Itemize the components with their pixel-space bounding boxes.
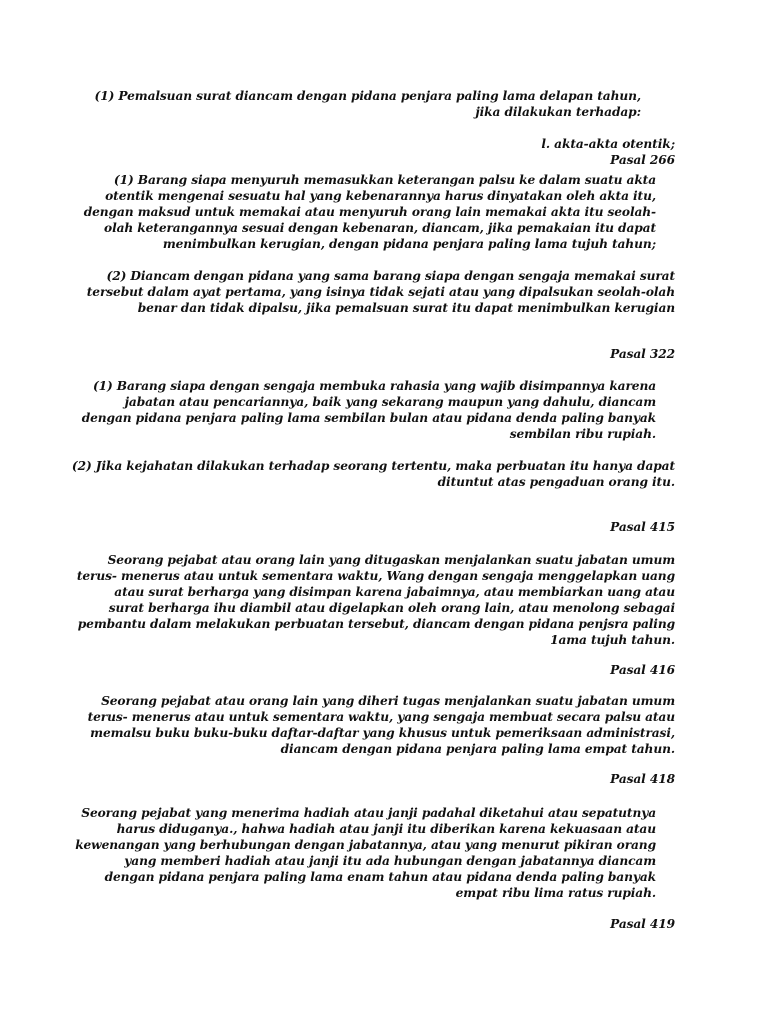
text-line: dengan pidana penjara paling lama enam tahun atau pidana denda paling banyak	[104, 870, 656, 884]
pasal-415-body	[77, 552, 675, 648]
text-line: benar dan tidak dipalsu, jika pemalsuan surat itu dapat menimbulkan kerugian	[137, 301, 675, 315]
text-line: dituntut atas pengaduan orang itu.	[437, 475, 675, 489]
text-line: jika dilakukan terhadap:	[475, 105, 641, 119]
intro-paragraph	[95, 88, 641, 120]
text-line: tersebut dalam ayat pertama, yang isinya tidak sejati atau yang dipalsukan seolah-olah	[86, 285, 675, 299]
text-line: dengan maksud untuk memakai atau menyuruh orang lain memakai akta itu seolah-	[83, 205, 656, 219]
pasal-418-heading: Pasal 418	[610, 772, 675, 786]
text-line: dengan pidana penjara paling lama sembilan bulan atau pidana denda paling banyak	[81, 411, 656, 425]
pasal-418-body	[75, 805, 656, 901]
text-line: olah keterangannya sesuai dengan kebenaran, diancam, jika pemakaian itu dapat	[104, 221, 656, 235]
text-line: empat ribu lima ratus rupiah.	[455, 886, 656, 900]
text-line: sembilan ribu rupiah.	[509, 427, 656, 441]
text-line: surat berharga ihu diambil atau digelapkan oleh orang lain, atau menolong sebagai	[108, 601, 675, 615]
pasal-322-heading: Pasal 322	[610, 347, 675, 361]
pasal-322-ayat-2	[72, 458, 675, 490]
intro-item: l. akta-akta otentik;	[541, 137, 675, 151]
text-line: menimbulkan kerugian, dengan pidana penjara paling lama tujuh tahun;	[162, 237, 656, 251]
text-line: (1) Pemalsuan surat diancam dengan pidana penjara paling lama delapan tahun,	[94, 89, 641, 103]
text-line: atau surat berharga yang disimpan karena jabaimnya, atau membiarkan uang atau	[114, 585, 675, 599]
pasal-416-body	[88, 693, 675, 757]
pasal-419-heading: Pasal 419	[610, 917, 675, 931]
text-line: terus- menerus atau untuk sementara waktu, Wang dengan sengaja menggelapkan uang	[76, 569, 675, 583]
text-line: (1) Barang siapa menyuruh memasukkan keterangan palsu ke dalam suatu akta	[113, 173, 656, 187]
text-line: yang memberi hadiah atau janji itu ada hubungan dengan jabatannya diancam	[124, 854, 656, 868]
pasal-266-heading: Pasal 266	[610, 153, 675, 167]
text-line: pembantu dalam melakukan perbuatan tersebut, diancam dengan pidana penjsra paling	[77, 617, 675, 631]
pasal-415-heading: Pasal 415	[610, 520, 675, 534]
text-line: (2) Diancam dengan pidana yang sama barang siapa dengan sengaja memakai surat	[106, 269, 675, 283]
text-line: memalsu buku buku-buku daftar-daftar yang khusus untuk pemeriksaan administrasi,	[90, 726, 675, 740]
text-line: 1ama tujuh tahun.	[550, 633, 675, 647]
pasal-322-ayat-1	[82, 378, 656, 442]
text-line: otentik mengenai sesuatu hal yang kebenarannya harus dinyatakan oleh akta itu,	[105, 189, 656, 203]
pasal-416-heading: Pasal 416	[610, 663, 675, 677]
text-line: Seorang pejabat atau orang lain yang ditugaskan menjalankan suatu jabatan umum	[107, 553, 675, 567]
text-line: jabatan atau pencariannya, baik yang sekarang maupun yang dahulu, diancam	[124, 395, 656, 409]
text-line: (2) Jika kejahatan dilakukan terhadap seorang tertentu, maka perbuatan itu hanya dapat	[71, 459, 675, 473]
text-line: terus- menerus atau untuk sementara waktu, yang sengaja membuat secara palsu atau	[87, 710, 675, 724]
text-line: Seorang pejabat yang menerima hadiah atau janji padahal diketahui atau sepatutnya	[81, 806, 656, 820]
pasal-266-ayat-1	[84, 172, 656, 252]
pasal-266-ayat-2	[87, 268, 675, 316]
text-line: harus diduganya., hahwa hadiah atau janji itu diberikan karena kekuasaan atau	[116, 822, 656, 836]
text-line: Seorang pejabat atau orang lain yang diheri tugas menjalankan suatu jabatan umum	[101, 694, 675, 708]
text-line: kewenangan yang berhubungan dengan jabatannya, atau yang menurut pikiran orang	[75, 838, 656, 852]
text-line: (1) Barang siapa dengan sengaja membuka rahasia yang wajib disimpannya karena	[92, 379, 656, 393]
text-line: diancam dengan pidana penjara paling lama empat tahun.	[280, 742, 675, 756]
